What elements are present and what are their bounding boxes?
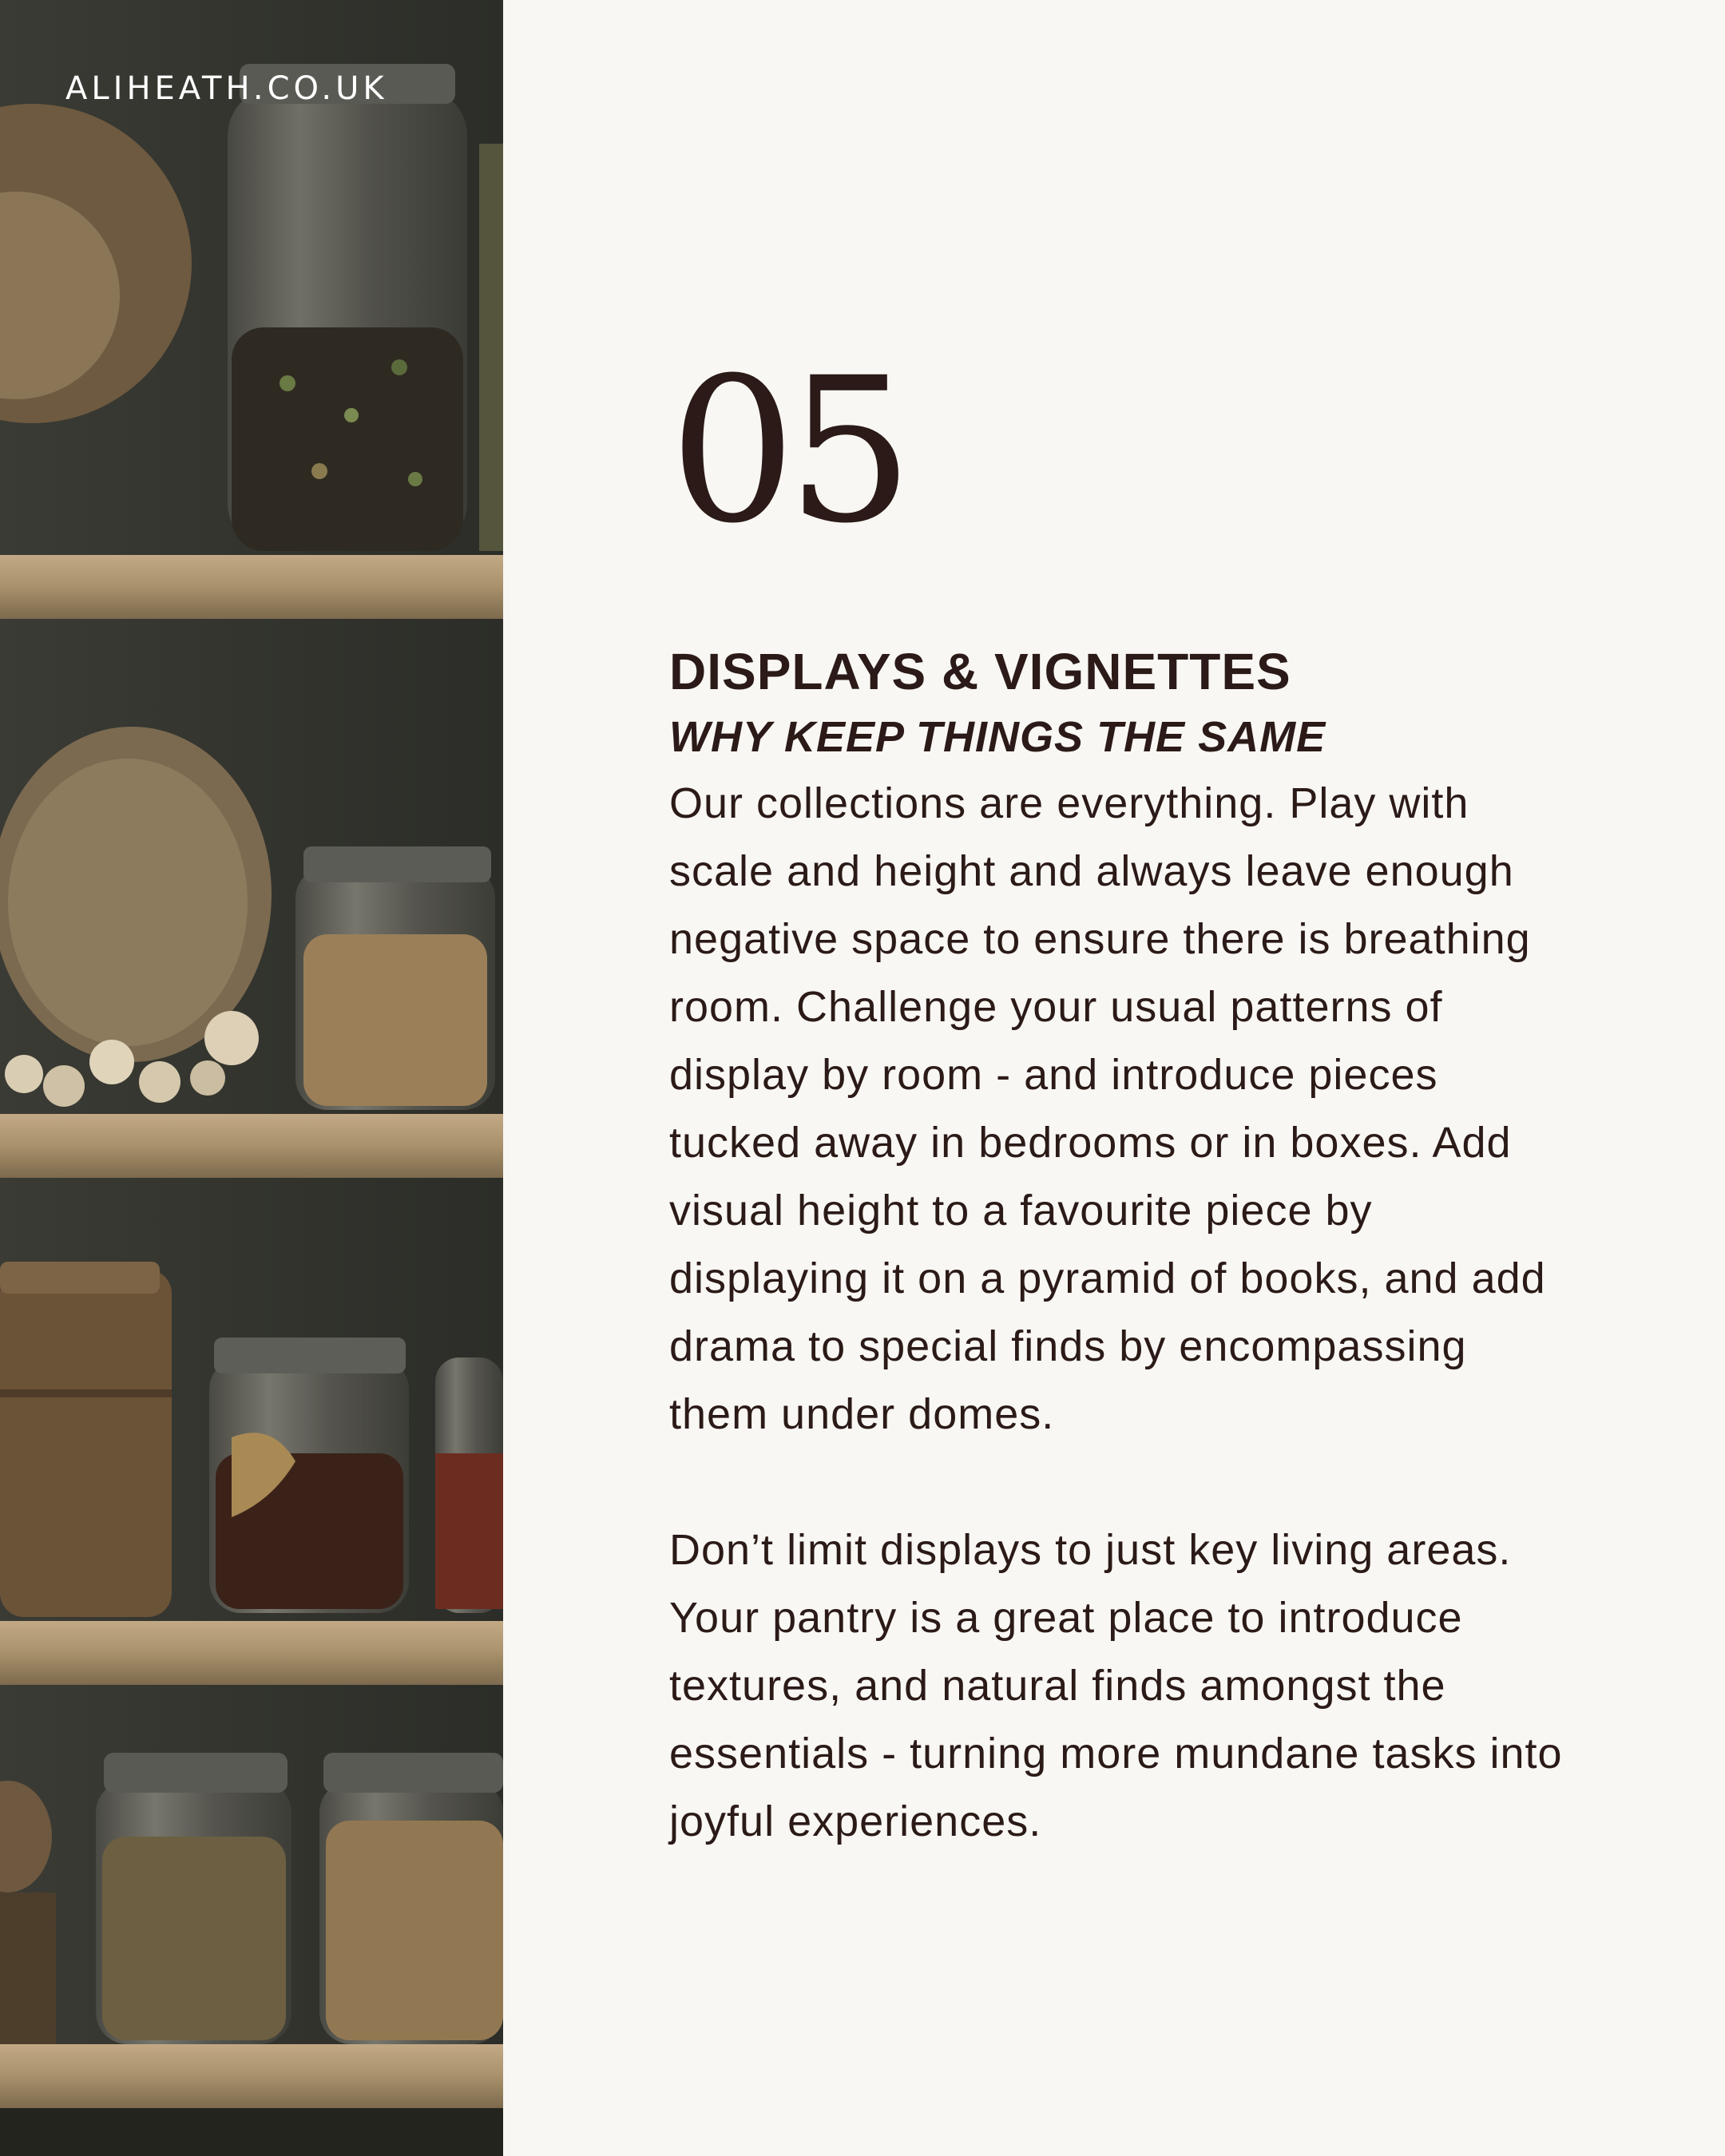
site-url[interactable]: ALIHEATH.CO.UK xyxy=(65,70,388,107)
wooden-bowl xyxy=(0,1781,56,2052)
shelf xyxy=(0,1621,503,1685)
pantry-shelves-photo xyxy=(0,0,503,2156)
section-title: DISPLAYS & VIGNETTES xyxy=(669,643,1291,700)
glass-jar-spice xyxy=(295,846,495,1110)
section-number: 05 xyxy=(669,335,905,567)
glass-jar-seeds xyxy=(228,64,467,551)
shelf xyxy=(0,555,503,619)
paragraph-spacer xyxy=(669,1449,1572,1516)
glass-jar-powder xyxy=(319,1753,503,2044)
glass-jar-dried-fruit xyxy=(209,1338,409,1613)
glass-jar-herbs xyxy=(96,1753,291,2044)
body-paragraph: Don’t limit displays to just key living areas. Your pantry is a great place to introduce textures, and natural finds amongst the essentials - turning more mundane tasks into joyful experiences. xyxy=(669,1526,1563,1846)
glass-jar-red-spice xyxy=(435,1357,503,1613)
text-content xyxy=(669,335,1572,1856)
stoneware-crock xyxy=(0,1262,172,1617)
shelf xyxy=(0,2044,503,2108)
body-paragraph: Our collections are everything. Play with scale and height and always leave enough negative space to ensure there is breathing room. Challenge your usual patterns of display by room - and introduce pieces tucked away in bedrooms or in boxes. Add visual height to a favourite piece by displaying it on a pyramid of books, and add drama to special finds by encompassing them under domes. xyxy=(669,779,1546,1439)
shelf xyxy=(0,1114,503,1178)
section-subtitle: WHY KEEP THINGS THE SAME xyxy=(669,713,1326,762)
